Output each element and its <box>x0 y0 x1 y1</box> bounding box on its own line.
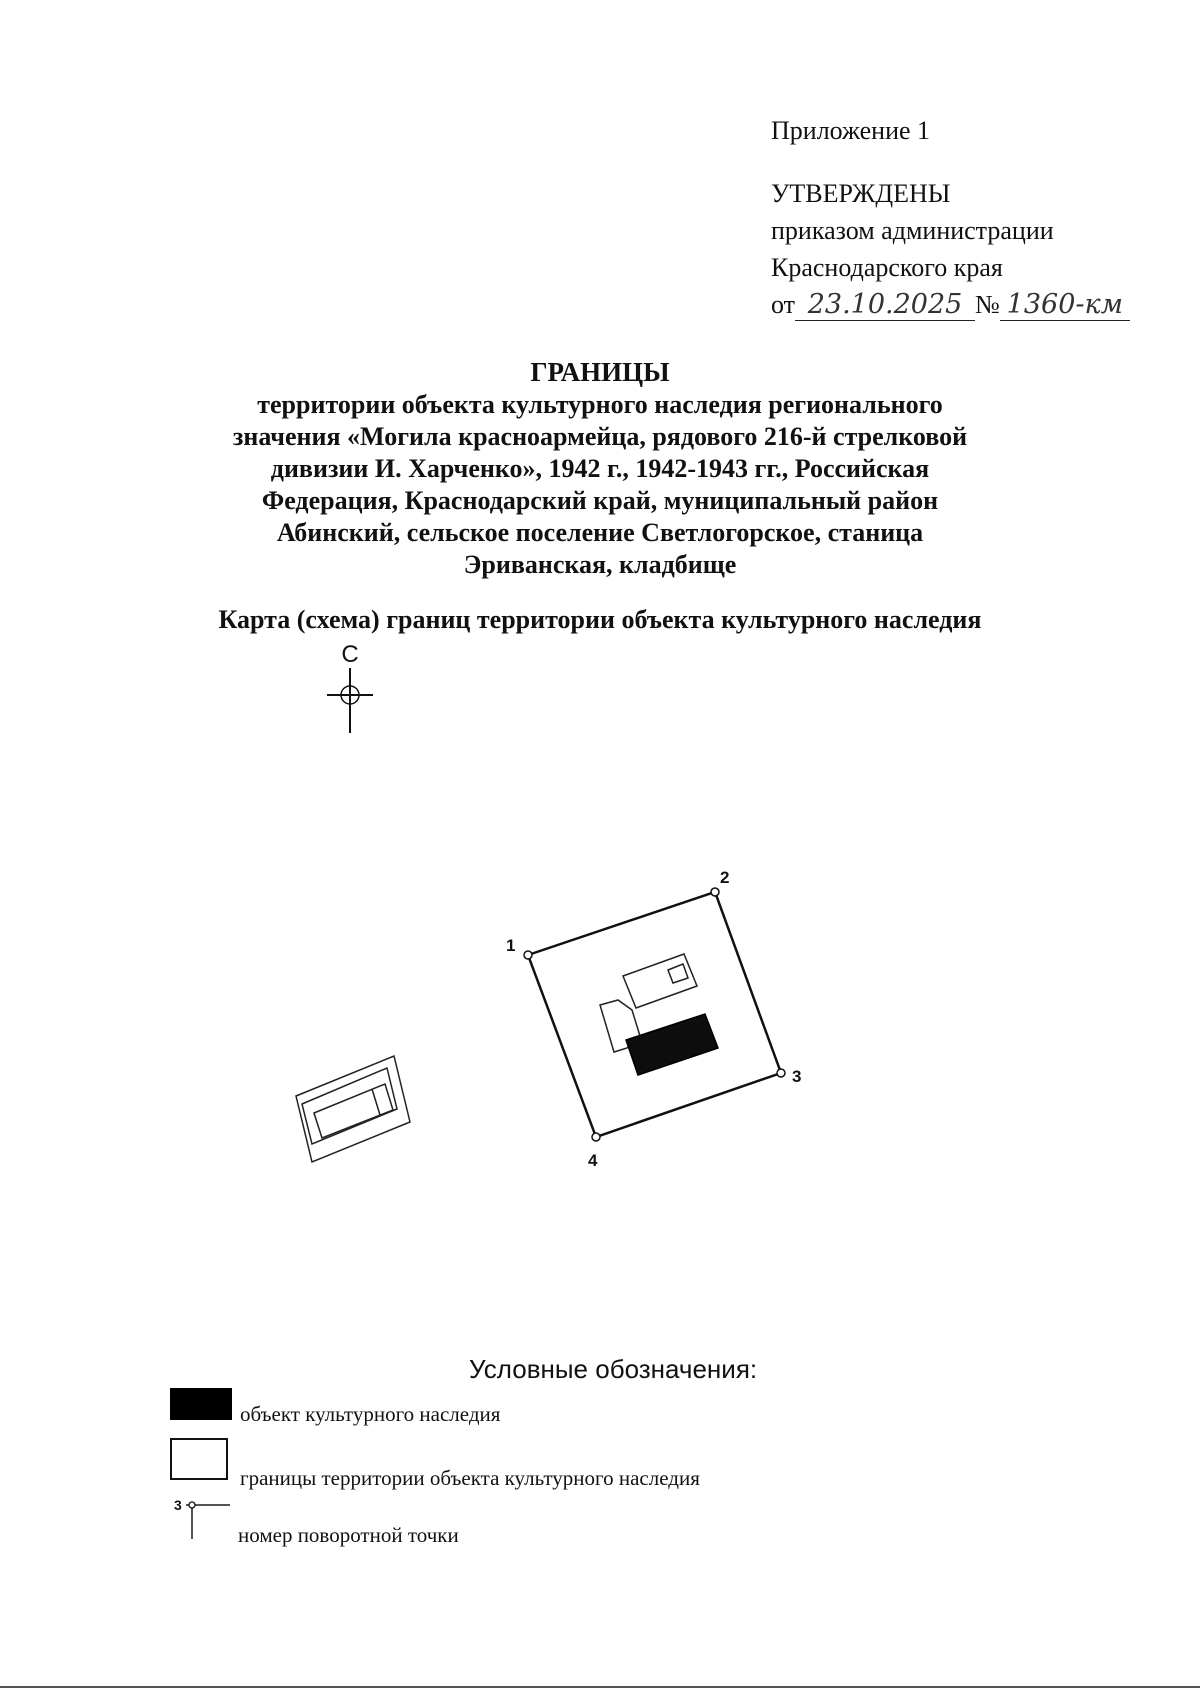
title-line: дивизии И. Харченко», 1942 г., 1942-1943 гг., Российская <box>270 454 930 483</box>
north-label: С <box>341 641 359 668</box>
legend-title: Условные обозначения: <box>469 1354 758 1384</box>
approved-label: УТВЕРЖДЕНЫ <box>771 179 951 208</box>
turning-points <box>524 888 785 1141</box>
point-label-2: 2 <box>720 868 730 887</box>
appendix-label: Приложение 1 <box>771 116 931 145</box>
title-line: Эриванская, кладбище <box>463 550 737 579</box>
legend-label: объект культурного наследия <box>240 1402 501 1426</box>
map-subtitle: Карта (схема) границ территории объекта культурного наследия <box>218 605 982 634</box>
neighbor-structure <box>296 1056 410 1162</box>
turning-point-3 <box>777 1069 785 1077</box>
legend-label: номер поворотной точки <box>238 1523 459 1547</box>
handwritten-date: 23.10.2025 <box>795 290 975 321</box>
point-label-3: 3 <box>792 1067 802 1086</box>
legend-marker-number: 3 <box>174 1497 182 1513</box>
turning-point-4 <box>592 1133 600 1141</box>
north-arrow-icon <box>327 641 373 733</box>
title-line: Абинский, сельское поселение Светлогорское, станица <box>276 518 924 547</box>
title-heading: ГРАНИЦЫ <box>530 357 670 387</box>
date-prefix: от <box>771 290 796 319</box>
turning-point-2 <box>711 888 719 896</box>
point-label-1: 1 <box>506 936 516 955</box>
heritage-object <box>626 1014 718 1075</box>
handwritten-number: 1360-км <box>1000 290 1130 321</box>
turning-point-1 <box>524 951 532 959</box>
number-sign: № <box>975 290 1000 319</box>
page-bottom-rule <box>0 1686 1200 1688</box>
legend-swatch-outline <box>170 1438 228 1480</box>
approved-by-line2: Краснодарского края <box>771 253 1003 282</box>
approved-by-line1: приказом администрации <box>771 216 1054 245</box>
legend-swatch-filled <box>170 1388 232 1420</box>
title-line: значения «Могила красноармейца, рядового 216-й стрелковой <box>232 422 968 451</box>
legend-label: границы территории объекта культурного наследия <box>240 1466 700 1490</box>
point-label-4: 4 <box>588 1151 598 1170</box>
title-line: территории объекта культурного наследия регионального <box>257 390 943 419</box>
territory-boundary <box>528 892 781 1137</box>
turning-point-marker-icon <box>170 1497 234 1541</box>
title-line: Федерация, Краснодарский край, муниципальный район <box>261 486 939 515</box>
